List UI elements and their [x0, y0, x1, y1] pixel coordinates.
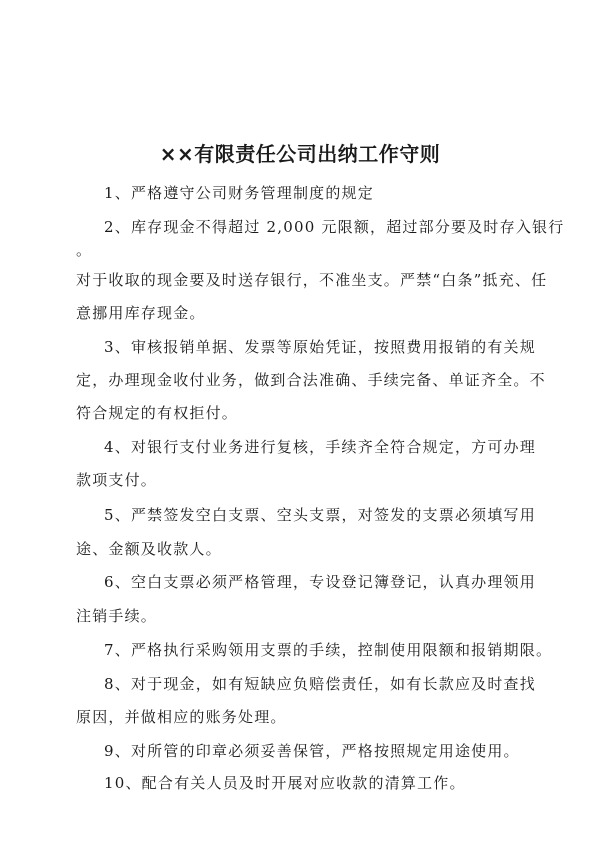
rule-6-line-1: 6、空白支票必须严格管理，专设登记簿登记，认真办理领用: [104, 573, 536, 591]
rule-3-line-2: 定，办理现金收付业务，做到合法准确、手续完备、单证齐全。不: [76, 371, 546, 389]
rule-5-line-1: 5、严禁签发空白支票、空头支票，对签发的支票必须填写用: [104, 506, 536, 524]
rule-4-line-1: 4、对银行支付业务进行复核，手续齐全符合规定，方可办理: [104, 438, 536, 456]
document-title: ××有限责任公司出纳工作守则: [159, 142, 441, 166]
rule-9-line-1: 9、对所管的印章必须妥善保管，严格按照规定用途使用。: [104, 742, 520, 760]
rule-2-line-4: 意挪用库存现金。: [76, 304, 206, 322]
rule-5-line-2: 途、金额及收款人。: [76, 540, 222, 558]
rule-7-line-1: 7、严格执行采购领用支票的手续，控制使用限额和报销期限。: [104, 641, 553, 659]
rule-8-line-1: 8、对于现金，如有短缺应负赔偿责任，如有长款应及时查找: [104, 675, 536, 693]
rule-3-line-3: 符合规定的有权拒付。: [76, 404, 239, 422]
rule-8-line-2: 原因，并做相应的账务处理。: [76, 708, 287, 726]
rule-3-line-1: 3、审核报销单据、发票等原始凭证，按照费用报销的有关规: [104, 338, 536, 356]
rule-2-line-3: 对于收取的现金要及时送存银行，不准坐支。严禁“白条”抵充、任: [76, 271, 548, 289]
rule-6-line-2: 注销手续。: [76, 607, 158, 625]
rule-2-line-2: 。: [76, 241, 93, 259]
rule-1-line-1: 1、严格遵守公司财务管理制度的规定: [104, 184, 374, 202]
rule-10-line-1: 10、配合有关人员及时开展对应收款的清算工作。: [104, 774, 466, 792]
rule-4-line-2: 款项支付。: [76, 471, 158, 489]
rule-2-line-1: 2、库存现金不得超过 2,000 元限额，超过部分要及时存入银行: [104, 218, 565, 236]
